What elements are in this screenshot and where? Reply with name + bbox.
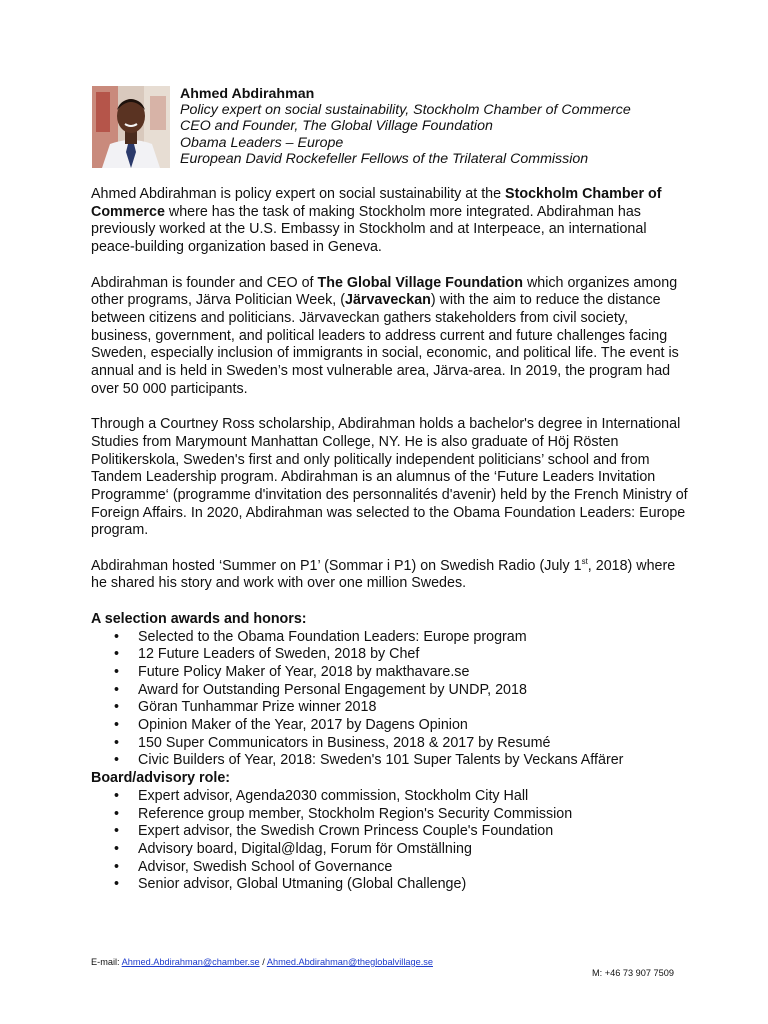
list-item-text: Advisory board, Digital@ldag, Forum för Omställning xyxy=(138,840,472,857)
board-heading: Board/advisory role: xyxy=(91,770,231,787)
bullet-icon: • xyxy=(114,823,120,840)
list-item xyxy=(91,699,691,717)
list-item-text: Civic Builders of Year, 2018: Sweden's 101 Super Talents by Veckans Affärer xyxy=(138,752,624,769)
list-item-text: Reference group member, Stockholm Region's Security Commission xyxy=(138,805,573,822)
list-item xyxy=(91,646,691,664)
email-link-chamber[interactable]: Ahmed.Abdirahman@chamber.se xyxy=(121,957,260,967)
board-list xyxy=(91,788,691,894)
bold-text: Järvaveckan xyxy=(345,292,431,309)
bio-body xyxy=(91,186,691,894)
text-run: ) with the aim to reduce the distance between citizens and politicians. Järvaveckan gathers stakeholders from civil society, business, government, and political leaders to address current and future challenges facing Sweden, especially inclusion of immigrants in social, economic, and political life. The event is annual and is held in Sweden’s most vulnerable area, Järva-area. In 2019, the program had over 50 000 participants. xyxy=(91,292,679,397)
list-item xyxy=(91,735,691,753)
bio-paragraph-3: Through a Courtney Ross scholarship, Abdirahman holds a bachelor's degree in International Studies from Marymount Manhattan College, NY. He is also graduate of Höj Rösten Politikerskola, Sweden's first and only politically independent politicians’ school and from Tandem Leadership program. Abdirahman is an alumnus of the ‘Future Leaders Invitation Programme‘ (programme d'invitation des personnalités d'avenir) held by the French Ministry of Foreign Affairs. In 2020, Abdirahman was selected to the Obama Foundation Leaders: Europe program. xyxy=(91,416,688,539)
list-item xyxy=(91,752,691,770)
header-text xyxy=(180,86,740,167)
list-item xyxy=(91,717,691,735)
list-item xyxy=(91,876,691,894)
text-run: where has the task of making Stockholm more integrated. Abdirahman has previously worked at the U.S. Embassy in Stockholm and at Interpeace, an international peace-building organization based in Geneva. xyxy=(91,203,647,256)
list-item-text: Göran Tunhammar Prize winner 2018 xyxy=(138,699,377,716)
email-link-global-village[interactable]: Ahmed.Abdirahman@theglobalvillage.se xyxy=(266,957,433,967)
list-item-text: Opinion Maker of the Year, 2017 by Dagens Opinion xyxy=(138,717,468,734)
role-line: CEO and Founder, The Global Village Foundation xyxy=(180,118,493,135)
bullet-icon: • xyxy=(114,663,120,680)
superscript: st xyxy=(581,556,588,566)
text-run: , 2018) where he shared his story and work with over one million Swedes. xyxy=(91,557,676,592)
list-item xyxy=(91,788,691,806)
list-item xyxy=(91,629,691,647)
list-item-text: 12 Future Leaders of Sweden, 2018 by Chef xyxy=(138,646,420,663)
text-run: Abdirahman hosted ‘Summer on P1’ (Sommar i P1) on Swedish Radio (July 1 xyxy=(91,557,582,574)
list-item xyxy=(91,823,691,841)
list-item xyxy=(91,682,691,700)
list-item xyxy=(91,841,691,859)
bullet-icon: • xyxy=(114,840,120,857)
bullet-icon: • xyxy=(114,787,120,804)
separator: / xyxy=(259,957,267,967)
profile-header xyxy=(92,86,732,170)
bullet-icon: • xyxy=(114,805,120,822)
list-item xyxy=(91,859,691,877)
profile-photo xyxy=(92,86,170,168)
footer-email xyxy=(91,956,433,968)
list-item-text: Future Policy Maker of Year, 2018 by makthavare.se xyxy=(138,663,470,680)
list-item xyxy=(91,806,691,824)
list-item xyxy=(91,664,691,682)
bullet-icon: • xyxy=(114,681,120,698)
text-run: Abdirahman is founder and CEO of xyxy=(91,274,318,291)
bullet-icon: • xyxy=(114,699,120,716)
bold-text: The Global Village Foundation xyxy=(317,274,523,291)
bullet-icon: • xyxy=(114,752,120,769)
list-item-text: Expert advisor, Agenda2030 commission, Stockholm City Hall xyxy=(138,787,529,804)
list-item-text: Senior advisor, Global Utmaning (Global Challenge) xyxy=(138,876,467,893)
bio-paragraph-4 xyxy=(91,558,691,593)
text-run: which organizes among other programs, Järva Politician Week, ( xyxy=(91,274,678,309)
bullet-icon: • xyxy=(114,717,120,734)
bio-paragraph-2 xyxy=(91,275,691,399)
role-line: European David Rockefeller Fellows of the Trilateral Commission xyxy=(180,150,589,167)
awards-list xyxy=(91,629,691,771)
bullet-icon: • xyxy=(114,876,120,893)
bio-paragraph-1 xyxy=(91,186,691,257)
role-line: Policy expert on social sustainability, Stockholm Chamber of Commerce xyxy=(180,102,631,119)
bullet-icon: • xyxy=(114,858,120,875)
bullet-icon: • xyxy=(114,646,120,663)
list-item-text: Selected to the Obama Foundation Leaders: Europe program xyxy=(138,628,527,645)
list-item-text: Expert advisor, the Swedish Crown Princess Couple's Foundation xyxy=(138,823,554,840)
footer-phone: M: +46 73 907 7509 xyxy=(592,968,674,978)
email-label: E-mail: xyxy=(91,957,122,967)
awards-heading: A selection awards and honors: xyxy=(91,610,307,627)
list-item-text: Award for Outstanding Personal Engagement by UNDP, 2018 xyxy=(138,681,527,698)
bullet-icon: • xyxy=(114,734,120,751)
bullet-icon: • xyxy=(114,628,120,645)
person-name: Ahmed Abdirahman xyxy=(180,86,315,102)
list-item-text: 150 Super Communicators in Business, 2018 & 2017 by Resumé xyxy=(138,734,551,751)
list-item-text: Advisor, Swedish School of Governance xyxy=(138,858,393,875)
text-run: Ahmed Abdirahman is policy expert on social sustainability at the xyxy=(91,186,506,202)
bold-text: Stockholm Chamber of Commerce xyxy=(91,186,662,220)
role-line: Obama Leaders – Europe xyxy=(180,134,344,151)
